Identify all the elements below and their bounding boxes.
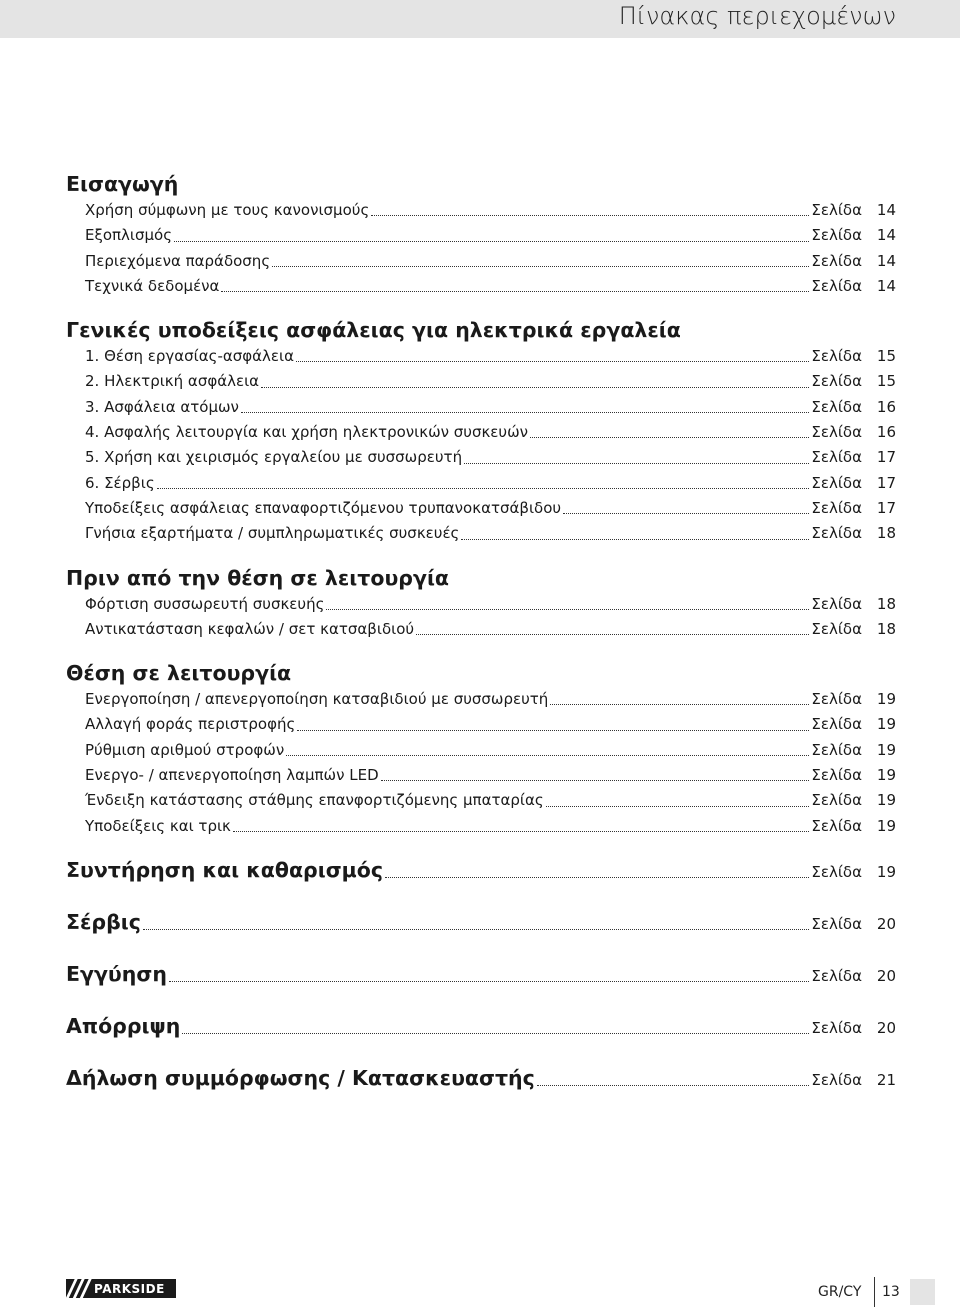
footer-box	[910, 1279, 935, 1305]
page-word: Σελίδα	[811, 372, 862, 391]
page-word: Σελίδα	[811, 524, 862, 543]
dot-leader	[546, 805, 810, 807]
dot-leader	[550, 703, 809, 705]
toc-major-entry[interactable]	[66, 908, 896, 938]
page-word: Σελίδα	[811, 690, 862, 709]
section-gap	[66, 642, 896, 659]
entry-label: Ένδειξη κατάστασης στάθμης επανφορτιζόμενης μπαταρίας	[85, 791, 544, 810]
dot-leader	[296, 360, 809, 362]
page-word: Σελίδα	[811, 498, 862, 517]
toc-entry[interactable]	[66, 223, 896, 248]
toc-section	[66, 316, 896, 546]
major-heading: Δήλωση συμμόρφωσης / Κατασκευαστής	[66, 1065, 535, 1090]
toc-major-entry[interactable]	[66, 1012, 896, 1042]
dot-leader	[464, 462, 809, 464]
toc-page-ref	[811, 223, 896, 248]
page-number-ref: 19	[876, 862, 896, 881]
page-number-ref: 15	[876, 372, 896, 391]
toc-page-ref	[811, 1014, 896, 1042]
toc-entry[interactable]	[66, 687, 896, 712]
page-number-ref: 20	[876, 966, 896, 985]
footer-divider	[874, 1277, 875, 1307]
toc-entry[interactable]	[66, 763, 896, 788]
toc-page-ref	[811, 738, 896, 763]
toc-page-ref	[811, 249, 896, 274]
entry-label: 3. Ασφάλεια ατόμων	[85, 397, 239, 416]
toc-page-ref	[811, 712, 896, 737]
page-number-ref: 19	[876, 715, 896, 734]
dot-leader	[385, 876, 809, 878]
toc-page-ref	[811, 617, 896, 642]
toc-page-ref	[811, 369, 896, 394]
toc-page-ref	[811, 910, 896, 938]
dot-leader	[286, 754, 809, 756]
page-word: Σελίδα	[811, 276, 862, 295]
toc-entry[interactable]	[66, 712, 896, 737]
toc-entry[interactable]	[66, 471, 896, 496]
page-word: Σελίδα	[811, 914, 862, 933]
dot-leader	[241, 411, 809, 413]
toc-major-entry[interactable]	[66, 856, 896, 886]
page-number-ref: 20	[876, 914, 896, 933]
toc-section	[66, 170, 896, 299]
toc-page-ref	[811, 788, 896, 813]
dot-leader	[174, 240, 809, 242]
parkside-logo	[66, 1279, 176, 1298]
entry-label: Τεχνικά δεδομένα	[85, 276, 220, 295]
section-gap	[66, 938, 896, 960]
toc-entry[interactable]	[66, 198, 896, 223]
toc-page-ref	[811, 445, 896, 470]
page-number-ref: 18	[876, 619, 896, 638]
page-word: Σελίδα	[811, 473, 862, 492]
page-word: Σελίδα	[811, 347, 862, 366]
toc-entry[interactable]	[66, 249, 896, 274]
section-gap	[66, 839, 896, 856]
section-gap	[66, 547, 896, 564]
toc-entry[interactable]	[66, 369, 896, 394]
page-word: Σελίδα	[811, 740, 862, 759]
page-word: Σελίδα	[811, 766, 862, 785]
page-number-ref: 17	[876, 448, 896, 467]
page-word: Σελίδα	[811, 791, 862, 810]
locale-label: GR/CY	[818, 1284, 862, 1300]
dot-leader	[272, 265, 809, 267]
page-number-ref: 17	[876, 498, 896, 517]
section-gap	[66, 886, 896, 908]
toc-page-ref	[811, 1066, 896, 1094]
entry-label: Περιεχόμενα παράδοσης	[85, 251, 271, 270]
entry-label: 6. Σέρβις	[85, 473, 155, 492]
section-heading: Εισαγωγή	[66, 172, 179, 196]
page-number: 13	[882, 1284, 900, 1300]
major-heading: Σέρβις	[66, 909, 141, 934]
entry-label: Ενεργοποίηση / απενεργοποίηση κατσαβιδιού με συσσωρευτή	[85, 690, 549, 709]
toc-page-ref	[811, 814, 896, 839]
entry-label: Γνήσια εξαρτήματα / συμπληρωματικές συσκευές	[85, 524, 460, 543]
toc-page-ref	[811, 763, 896, 788]
section-heading: Θέση σε λειτουργία	[66, 661, 292, 686]
entry-label: Ρύθμιση αριθμού στροφών	[85, 740, 285, 759]
dot-leader	[326, 608, 809, 610]
logo-stripes-icon	[66, 1279, 92, 1298]
logo-text: PARKSIDE	[94, 1281, 165, 1296]
toc-entry[interactable]	[66, 445, 896, 470]
toc-entry[interactable]	[66, 274, 896, 299]
page-number-ref: 19	[876, 791, 896, 810]
dot-leader	[157, 487, 810, 489]
entry-label: 2. Ηλεκτρική ασφάλεια	[85, 372, 260, 391]
toc-page-ref	[811, 962, 896, 990]
page-number-ref: 19	[876, 690, 896, 709]
major-heading: Συντήρηση και καθαρισμός	[66, 857, 383, 882]
toc-page-ref	[811, 858, 896, 886]
major-heading: Απόρριψη	[66, 1013, 181, 1038]
page-word: Σελίδα	[811, 1070, 862, 1089]
dot-leader	[461, 538, 809, 540]
page-number-ref: 16	[876, 423, 896, 442]
dot-leader	[416, 633, 809, 635]
page-word: Σελίδα	[811, 715, 862, 734]
toc-section	[66, 564, 896, 643]
page-number-ref: 17	[876, 473, 896, 492]
toc-entry[interactable]	[66, 521, 896, 546]
toc-entry[interactable]	[66, 395, 896, 420]
toc-entry[interactable]	[66, 592, 896, 617]
page-number-ref: 18	[876, 524, 896, 543]
page-number-ref: 16	[876, 397, 896, 416]
section-heading: Πριν από την θέση σε λειτουργία	[66, 565, 450, 590]
entry-label: 4. Ασφαλής λειτουργία και χρήση ηλεκτρονικών συσκευών	[85, 423, 529, 442]
dot-leader	[530, 436, 809, 438]
section-gap	[66, 299, 896, 316]
toc-page-ref	[811, 274, 896, 299]
entry-label: Αντικατάσταση κεφαλών / σετ κατσαβιδιού	[85, 619, 415, 638]
entry-label: Υποδείξεις ασφάλειας επαναφορτιζόμενου τρυπανοκατσάβιδου	[85, 498, 562, 517]
toc-entry[interactable]	[66, 814, 896, 839]
page-number-ref: 19	[876, 766, 896, 785]
page-number-ref: 15	[876, 347, 896, 366]
toc-page-ref	[811, 395, 896, 420]
entry-label: Αλλαγή φοράς περιστροφής	[85, 715, 296, 734]
dot-leader	[143, 928, 809, 930]
page-number-ref: 14	[876, 251, 896, 270]
section-heading: Γενικές υποδείξεις ασφάλειας για ηλεκτρικά εργαλεία	[66, 318, 681, 343]
dot-leader	[233, 830, 809, 832]
table-of-contents	[66, 170, 896, 1094]
toc-entry[interactable]	[66, 420, 896, 445]
page-number-ref: 18	[876, 594, 896, 613]
toc-page-ref	[811, 471, 896, 496]
page-number-ref: 14	[876, 201, 896, 219]
dot-leader	[182, 1032, 809, 1034]
dot-leader	[537, 1084, 810, 1086]
page-number-ref: 19	[876, 816, 896, 835]
page-word: Σελίδα	[811, 1018, 862, 1037]
entry-label: 5. Χρήση και χειρισμός εργαλείου με συσσωρευτή	[85, 448, 463, 467]
toc-entry[interactable]	[66, 344, 896, 369]
toc-entry[interactable]	[66, 738, 896, 763]
toc-page-ref	[811, 521, 896, 546]
header-bar	[0, 0, 960, 38]
toc-page-ref	[811, 344, 896, 369]
page-number-ref: 19	[876, 740, 896, 759]
toc-entry[interactable]	[66, 788, 896, 813]
dot-leader	[381, 779, 810, 781]
page-word: Σελίδα	[811, 966, 862, 985]
page-word: Σελίδα	[811, 226, 862, 245]
toc-entry[interactable]	[66, 617, 896, 642]
page-word: Σελίδα	[811, 201, 862, 219]
entry-label: Υποδείξεις και τρικ	[85, 816, 231, 835]
entry-label: Εξοπλισμός	[85, 226, 173, 245]
entry-label: Ενεργο- / απενεργοποίηση λαμπών LED	[85, 766, 379, 785]
page-word: Σελίδα	[811, 448, 862, 467]
major-heading: Εγγύηση	[66, 961, 167, 986]
entry-label: 1. Θέση εργασίας-ασφάλεια	[85, 347, 294, 366]
toc-entry[interactable]	[66, 496, 896, 521]
toc-major-entry[interactable]	[66, 960, 896, 990]
dot-leader	[221, 290, 809, 292]
toc-page-ref	[811, 687, 896, 712]
dot-leader	[563, 512, 809, 514]
toc-page-ref	[811, 420, 896, 445]
entry-label: Φόρτιση συσσωρευτή συσκευής	[85, 594, 325, 613]
page-word: Σελίδα	[811, 862, 862, 881]
page-word: Σελίδα	[811, 397, 862, 416]
toc-page-ref	[811, 496, 896, 521]
page-number-ref: 14	[876, 226, 896, 245]
dot-leader	[169, 980, 809, 982]
section-gap	[66, 1042, 896, 1064]
toc-page-ref	[811, 592, 896, 617]
entry-label: Χρήση σύμφωνη με τους κανονισμούς	[85, 201, 370, 219]
toc-section	[66, 659, 896, 839]
page-word: Σελίδα	[811, 423, 862, 442]
page-number-ref: 14	[876, 276, 896, 295]
page-title: Πίνακας περιεχομένων	[618, 2, 896, 30]
section-gap	[66, 990, 896, 1012]
toc-major-entry[interactable]	[66, 1064, 896, 1094]
page-number-ref: 20	[876, 1018, 896, 1037]
toc-page-ref	[811, 198, 896, 223]
dot-leader	[261, 386, 809, 388]
page-number-ref: 21	[876, 1070, 896, 1089]
page-word: Σελίδα	[811, 251, 862, 270]
page-word: Σελίδα	[811, 594, 862, 613]
page-word: Σελίδα	[811, 816, 862, 835]
dot-leader	[371, 214, 809, 216]
page-word: Σελίδα	[811, 619, 862, 638]
dot-leader	[297, 729, 809, 731]
